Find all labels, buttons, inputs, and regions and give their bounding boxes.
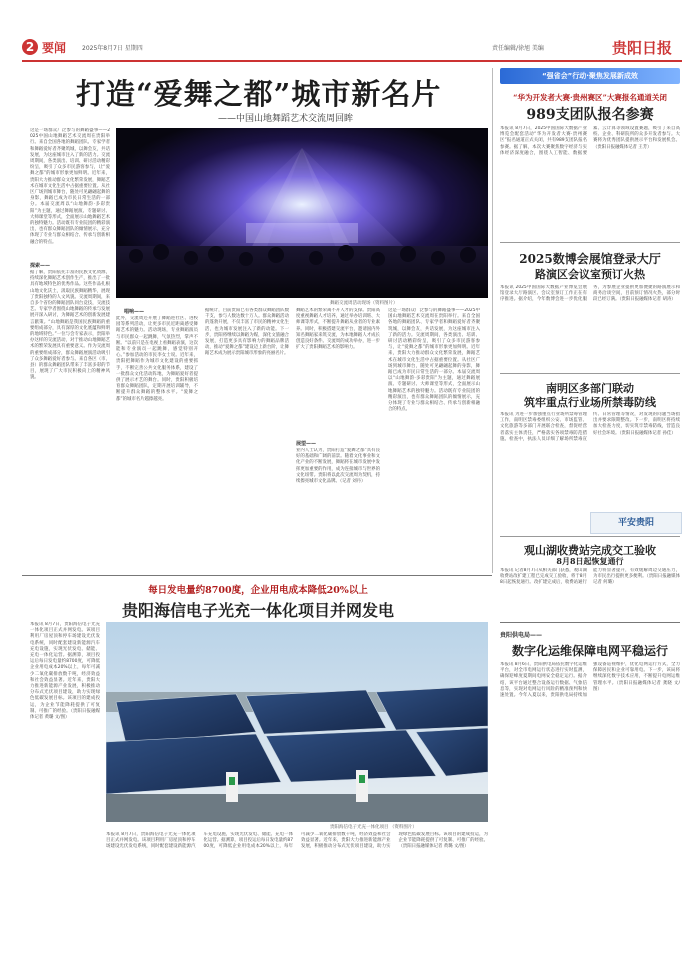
bottom-left-body-b: 本报讯 8月7日，贵阳海信电子光充一体化项目正式并网发电。该项目利用厂房屋顶和停车场建设光伏发电系统，同时配套建设新能源汽车充电设施，实现光伏发电、储能、充电一体化运营。据测算，项目投运后每日发电量约8700度，可降低企业用电成本20%以上，每年可减少二氧化碳排放数千吨，经济效益和社会效益显著。近年来，贵阳大力推进新能源产业发展，积极推动分布式光伏项目建设，助力实现绿色低碳发展目标。该项目的建成投运，为企业节能降耗提供了可复制、可推广的经验。（贵阳日报融媒体记者 黄璐 文/图） — [106, 832, 488, 850]
masthead-rule — [22, 60, 682, 62]
bottom-right-body: 本报讯 8月6日，贵阳供电局依托数字化运维平台，对全市电网运行状态进行实时监测，确保迎峰度夏期间电网安全稳定运行。据介绍，该平台通过整合设备运行数据、气象信息等，实现对电网运行风险的精准预判和快速处置。今年入夏以来，贵阳供电局持续加强设备巡视维护，优化电网运行方式，全力保障居民和企业可靠用电。下一步，该局将继续深化数字技术应用，不断提升电网运维管理水平。（贵阳日报融媒体记者 龚晓 文/图） — [500, 662, 680, 699]
lead-col1-text: 这是一场群众广泛参与的舞蹈盛事——2025中国山地舞蹈艺术交流周在贵阳举行。来自全国各地的舞蹈团队、专家学者和舞蹈爱好者齐聚筑城，以舞会友，共话发展，为这座城市注入了新的活力。交流周期间，各类演出、培训、研讨活动精彩纷呈，吸引了众多市民游客参与，让“爱舞之都”的城市形象更加鲜明。近年来，贵阳大力推动群众文化繁荣发展，舞蹈艺术在城市文化生活中占据重要位置。从社区广场到城市舞台，随处可见翩翩起舞的身影，舞蹈已成为市民日常生活的一部分。本届交流周以“山地舞韵·多彩贵阳”为主题，通过舞蹈展演、专题研讨、大师课堂等形式，全面展示山地舞蹈艺术的独特魅力。活动既有专业院团的精彩演出，也有群众舞蹈团队的倾情展示，充分体现了专业与群众相结合、传承与创新相融合的特点。 — [30, 128, 110, 245]
stage-image — [116, 128, 488, 298]
bottom-right-headline: 数字化运维保障电网平稳运行 — [511, 644, 668, 658]
lead-section-label-2: 唱响—— — [124, 309, 145, 315]
story3-body: 本报讯 为进一步加强重点行业场所禁毒管理工作，南明区禁毒委组织公安、市场监管、文化旅游等多部门开展联合检查，督促经营者落实主体责任，严格落实各项禁毒防范措施。检查中，执法人员详细了解场所禁毒宣传、日常管理等情况，对发现的问题当场指出并要求限期整改。下一步，南明区将持续加大检查力度，切实筑牢禁毒防线，营造良好社会环境。（贵阳日报融媒体记者 孙佳） — [500, 412, 680, 442]
lead-section-label: 探索—— — [30, 263, 51, 269]
lead-col3-text: 据统计，目前贵阳已有各类群众舞蹈团队数千支，参与人数达数十万人。群众舞蹈活动的蓬勃开展，不仅丰富了市民的精神文化生活，也为城市发展注入了新的动能。下一步，贵阳将继续以舞蹈为媒，深化文旅融合发展，打造更多具有影响力的舞蹈品牌活动，推动“爱舞之都”建设迈上新台阶，让舞蹈艺术成为展示贵阳城市形象的亮丽名片。 — [205, 308, 289, 357]
right-banner — [500, 68, 680, 84]
lead-subhead: ——中国山地舞蹈艺术交流周回眸 — [218, 114, 354, 124]
bottom-left-body-a: 本报讯 8月7日，贵阳海信电子光充一体化项目正式并网发电。该项目利用厂房屋顶和停车场建设光伏发电系统，同时配套建设新能源汽车充电设施，实现光伏发电、储能、充电一体化运营。据测算，项目投运后每日发电量约8700度，可降低企业用电成本20%以上，每年可减少二氧化碳排放数千吨，经济效益和社会效益显著。近年来，贵阳大力推进新能源产业发展，积极推动分布式光伏项目建设，助力实现绿色低碳发展目标。该项目的建成投运，为企业节能降耗提供了可复制、可推广的经验。（贵阳日报融媒体记者 黄璐 文/图） — [30, 622, 100, 721]
story4-headline: 观山湖收费站完成交工验收 — [524, 544, 656, 557]
story2-headline2: 路演区会议室预订火热 — [535, 268, 645, 281]
divider-vertical — [492, 68, 493, 573]
page-number-badge: 2 — [22, 39, 38, 55]
lead-col4-text: 舞蹈艺术的繁荣离不开人才的支撑。贵阳高度重视舞蹈人才培养，通过举办培训班、大师课等形式，不断提升舞蹈从业者的专业素养。同时，积极搭建交流平台，邀请国内外知名舞蹈家来筑交流，为本地舞蹈人才成长创造良好条件。交流周的成功举办，进一步扩大了贵阳舞蹈艺术的影响力。 — [296, 308, 380, 351]
lead-col2-text: 此外，交流周还开展了舞蹈进社区、进校园等系列活动，让更多市民近距离感受舞蹈艺术的魅力。活动现场，专业舞蹈演员与市民群众一起跳舞，气氛热烈，掌声不断。“以前只是在电视上看舞蹈表演，这次能和专业演员一起跳舞，感觉特别开心。”参加活动的市民李女士说。近年来，贵阳把舞蹈作为城市文化建设的重要抓手，不断完善公共文化服务体系，建设了一批群众文化活动阵地，为舞蹈爱好者提供了展示才艺的舞台。同时，贵阳积极培育群众舞蹈团队，定期开展培训辅导，不断提升群众舞蹈的整体水平。“爱舞之都”的城市名片越擦越亮。 — [116, 316, 198, 402]
story2-headline: 2025数博会展馆登录大厅 — [519, 252, 661, 266]
lead-headline: 打造“爱舞之都”城市新名片 — [76, 77, 442, 111]
story3-headline: 南明区多部门联动 — [546, 382, 634, 395]
bottom-left-headline-small: 每日发电量约8700度，企业用电成本降低20%以上 — [148, 585, 368, 596]
editor-credit: 责任编辑/徐旭 美编 — [492, 45, 544, 52]
section-name: 要闻 — [42, 41, 67, 55]
story2-body: 本报讯 2025中国国际大数据产业博览会展馆登录大厅路演区、会议室预订工作正在有序推进。据介绍，今年数博会进一步优化服务，为参展企业提供更加便捷的路演展示和商务洽谈空间，目前预订情况火热，部分时段已经订满。（贵阳日报融媒体记者 胡涛） — [500, 285, 680, 303]
lower-divider-right — [500, 622, 680, 623]
lead-photo — [116, 128, 488, 298]
newspaper-logo: 贵阳日报 — [612, 39, 673, 57]
bottom-right-section: 贵阳供电局—— — [500, 632, 543, 639]
bottom-left-photo — [106, 622, 488, 822]
story4-body: 本报讯 记者8月7日从相关部门获悉，观山湖收费站改扩建工程已完成交工验收，将于8月8日起恢复通行。改扩建完成后，收费站通行能力将显著提升，有效缓解周边交通压力，为市民出行提供更多便利。（贵阳日报融媒体记者 何璐） — [500, 568, 680, 586]
story3-headline2: 筑牢重点行业场所禁毒防线 — [524, 396, 656, 409]
story4-headline2: 8月8日起恢复通行 — [556, 556, 624, 566]
lead-photo-caption: 舞蹈交流周活动现场（资料图片） — [330, 301, 398, 306]
lead-col5-text: 这是一场群众广泛参与的舞蹈盛事——2025中国山地舞蹈艺术交流周在贵阳举行。来自全国各地的舞蹈团队、专家学者和舞蹈爱好者齐聚筑城，以舞会友，共话发展，为这座城市注入了新的活力。交流周期间，各类演出、培训、研讨活动精彩纷呈，吸引了众多市民游客参与，让“爱舞之都”的城市形象更加鲜明。近年来，贵阳大力推动群众文化繁荣发展，舞蹈艺术在城市文化生活中占据重要位置。从社区广场到城市舞台，随处可见翩翩起舞的身影，舞蹈已成为市民日常生活的一部分。本届交流周以“山地舞韵·多彩贵阳”为主题，通过舞蹈展演、专题研讨、大师课堂等形式，全面展示山地舞蹈艺术的独特魅力。活动既有专业院团的精彩演出，也有群众舞蹈团队的倾情展示，充分体现了专业与群众相结合、传承与创新相融合的特点。 — [388, 308, 480, 413]
lower-divider — [22, 575, 492, 576]
right-divider-2 — [500, 373, 680, 374]
story1-body: 本报讯 8月7日，2025中国国际大数据产业博览会配套活动“华为开发者大赛·贵州赛区”报名通道正式关闭，共有989支团队报名参赛。据了解，本次大赛聚焦数字经济与实体经济深度融合，围绕人工智能、数据要素、云计算等领域设置赛题，吸引了来自高校、企业、科研院所的众多开发者参与。大赛将为优秀团队提供展示平台和发展机会。（贵阳日报融媒体记者 王芳） — [500, 126, 680, 156]
ad-text: 平安贵阳 — [617, 518, 654, 528]
solar-panels-image — [106, 622, 488, 822]
right-divider-1 — [500, 242, 680, 243]
issue-date: 2025年8月7日 星期四 — [82, 45, 143, 52]
bottom-left-headline: 贵阳海信电子光充一体化项目并网发电 — [121, 601, 394, 620]
lead-col1b-text: 据了解，贵阳依托丰富的民族文化资源，持续深化舞蹈艺术创作生产，推出了一批具有地域特色的优秀作品。这些作品扎根山地文化沃土，汲取民族舞蹈精华，展现了贵阳独特的人文风貌。交流周期间，来自多个省份的舞蹈团队同台竞技，交流技艺。专家学者围绕山地舞蹈的传承与发展展开深入研讨，为舞蹈艺术的创新发展建言献策。“山地舞蹈是我国民族舞蹈的重要组成部分，具有深厚的文化底蕴和鲜明的地域特色。”一位与会专家表示，贵阳举办这样的交流活动，对于推动山地舞蹈艺术的繁荣发展具有重要意义。作为交流周的重要组成部分，群众舞蹈展演活动吸引了众多舞蹈爱好者参与。来自各区（市、县）的群众舞蹈团队带来了丰富多彩的节目，展现了广大市民积极向上的精神风貌。 — [30, 270, 110, 381]
masthead — [22, 37, 682, 59]
ad-block — [590, 512, 682, 534]
bottom-left-photo-caption: 贵阳海信电子光充一体化项目 （资料图片） — [330, 825, 417, 830]
lead-col4b-text: 业内人士认为，贵阳打造“爱舞之都”具有良好的基础和广阔的前景。随着文化事业和文化产业的不断发展，舞蹈将在城市发展中发挥更加重要的作用，成为连接城市与世界的文化纽带。贵阳将以此次交流周为契机，持续擦亮城市文化品牌。（记者 刘丹） — [296, 448, 380, 485]
right-divider-3 — [500, 536, 680, 537]
story1-headline: “华为开发者大赛·贵州赛区”大赛报名通道关闭 — [513, 93, 667, 102]
right-banner-text: “强省会”行动·聚焦发展新成效 — [542, 72, 638, 80]
lead-section-label-3: 展望—— — [296, 441, 317, 447]
story1-headline2: 989支团队报名参赛 — [526, 107, 654, 123]
